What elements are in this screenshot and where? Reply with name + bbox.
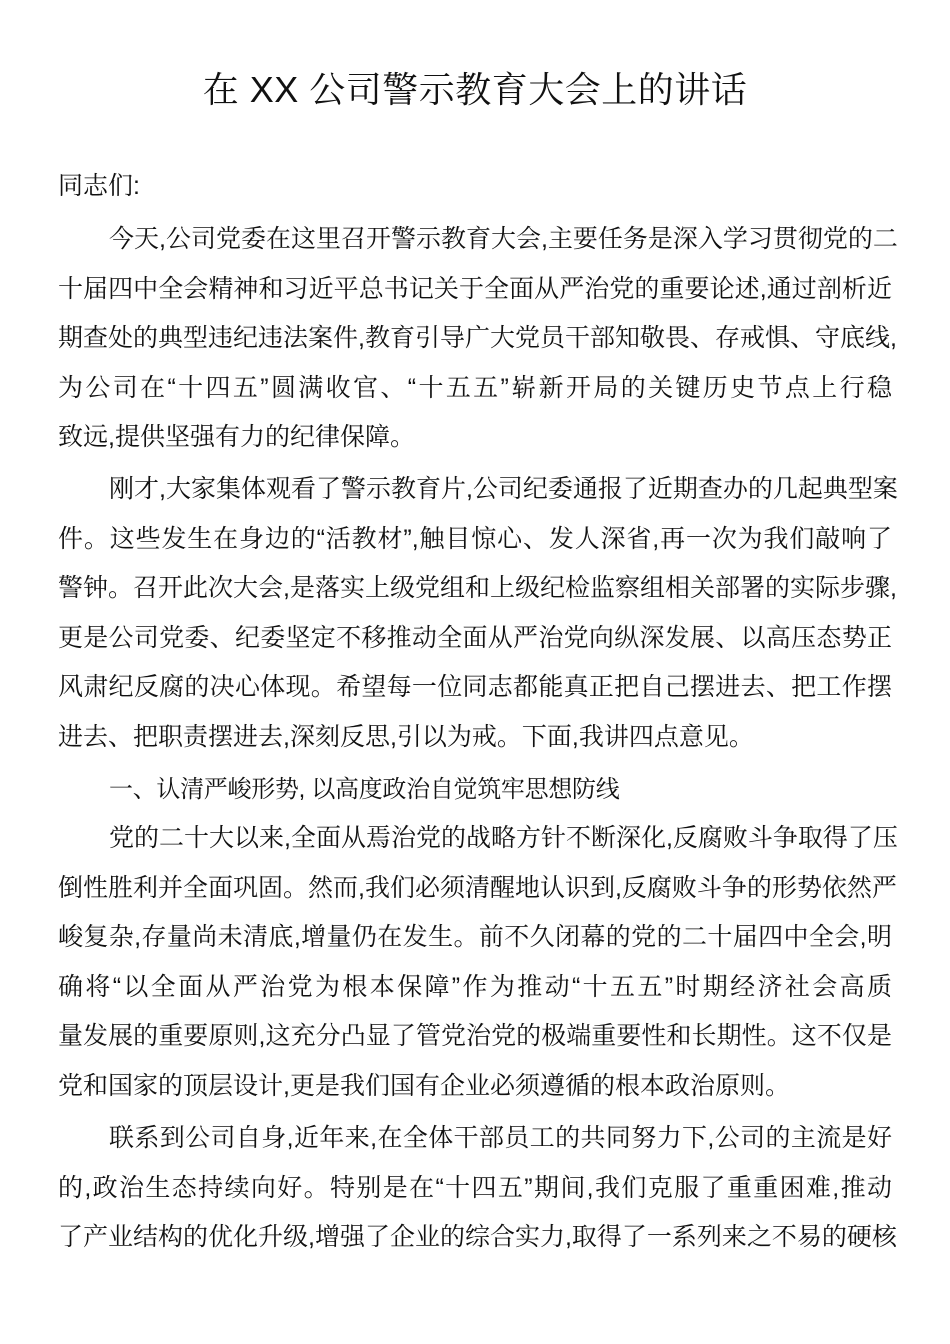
paragraph-line: 风肃纪反腐的决心体现。希望每一位同志都能真正把自己摆进去、把工作摆 [58,673,892,702]
paragraph-line: 量发展的重要原则,这充分凸显了管党治党的极端重要性和长期性。这不仅是 [58,1022,892,1051]
paragraph-line: 党和国家的顶层设计,更是我们国有企业必须遵循的根本政治原则。 [58,1071,790,1100]
paragraph-line: 刚才,大家集体观看了警示教育片,公司纪委通报了近期查办的几起典型案 [109,475,898,504]
paragraph-line: 倒性胜利并全面巩固。然而,我们必须清醒地认识到,反腐败斗争的形势依然严 [58,873,897,902]
paragraph-line: 期查处的典型违纪违法案件,教育引导广大党员干部知敬畏、存戒惧、守底线, [58,324,897,352]
paragraph-line: 确将“以全面从严治党为根本保障”作为推动“十五五”时期经济社会高质 [58,972,892,1001]
paragraph-line: 更是公司党委、纪委坚定不移推动全面从严治党向纵深发展、以高压态势正 [58,623,892,652]
paragraph-line: 党的二十大以来,全面从焉治党的战略方针不断深化,反腐败斗争取得了压 [109,824,898,853]
paragraph-line: 峻复杂,存量尚未清底,增量仍在发生。前不久闭幕的党的二十届四中全会,明 [58,923,892,952]
paragraph-line: 进去、把职责摆进去,深刻反思,引以为戒。下面,我讲四点意见。 [58,722,754,751]
paragraph-opening [58,215,898,463]
paragraph-line: 警钟。召开此次大会,是落实上级党组和上级纪检监察组相关部署的实际步骤, [58,574,897,603]
paragraph-company [58,1114,897,1263]
document-body [58,162,898,1265]
paragraph-line: 为公司在“十四五”圆满收官、“十五五”崭新开局的关键历史节点上行稳 [58,373,892,402]
paragraph-line: 了产业结构的优化升级,增强了企业的综合实力,取得了一系列来之不易的硬核 [58,1223,897,1252]
paragraph-warning-film [58,465,898,762]
section-heading-1: 一、认清严峻形势, 以高度政治自觉筑牢思想防线 [109,775,620,803]
paragraph-line: 的,政治生态持续向好。特别是在“十四五”期间,我们克服了重重困难,推动 [58,1173,892,1202]
paragraph-line: 件。这些发生在身边的“活教材”,触目惊心、发人深省,再一次为我们敲响了 [58,524,892,553]
paragraph-line: 十届四中全会精神和习近平总书记关于全面从严治党的重要论述,通过剖析近 [58,274,892,303]
paragraph-line: 致远,提供坚强有力的纪律保障。 [58,423,415,451]
document-title: 在 XX 公司警示教育大会上的讲话 [202,69,748,110]
paragraph-line: 联系到公司自身,近年来,在全体干部员工的共同努力下,公司的主流是好 [109,1124,892,1153]
paragraph-situation [58,814,898,1111]
paragraph-line: 今天,公司党委在这里召开警示教育大会,主要任务是深入学习贯彻党的二 [109,225,898,253]
salutation: 同志们: [58,172,140,200]
